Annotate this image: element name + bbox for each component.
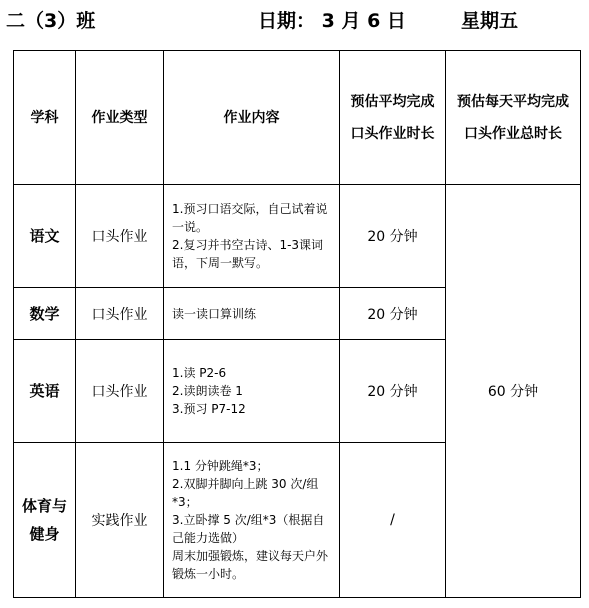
date-label: 日期： 3 月 6 日 (258, 10, 406, 32)
col-header-content: 作业内容 (164, 51, 340, 185)
type-cell: 口头作业 (76, 288, 164, 340)
weekday-label: 星期五 (461, 10, 519, 32)
col-header-type: 作业类型 (76, 51, 164, 185)
table-header-row (14, 51, 581, 185)
col-header-total-time: 预估每天平均完成口头作业总时长 (446, 51, 581, 185)
type-cell: 实践作业 (76, 443, 164, 598)
homework-table (13, 50, 581, 598)
table-row (14, 185, 581, 288)
total-time-cell: 60 分钟 (446, 185, 581, 598)
col-header-avg-time: 预估平均完成口头作业时长 (340, 51, 446, 185)
time-cell: 20 分钟 (340, 288, 446, 340)
content-cell: 读一读口算训练 (164, 288, 340, 340)
time-cell: 20 分钟 (340, 185, 446, 288)
type-cell: 口头作业 (76, 185, 164, 288)
class-label: 二（3）班 (6, 10, 96, 32)
subject-cell: 数学 (14, 288, 76, 340)
col-header-subject: 学科 (14, 51, 76, 185)
time-cell: 20 分钟 (340, 340, 446, 443)
subject-cell: 语文 (14, 185, 76, 288)
content-cell: 1.读 P2-6 2.读朗读卷 1 3.预习 P7-12 (164, 340, 340, 443)
type-cell: 口头作业 (76, 340, 164, 443)
subject-cell: 体育与健身 (14, 443, 76, 598)
content-cell: 1.1 分钟跳绳*3； 2.双脚并脚向上跳 30 次/组*3； 3.立卧撑 5 次/组*3（根据自己能力选做） 周末加强锻炼，建议每天户外锻炼一小时。 (164, 443, 340, 598)
subject-cell: 英语 (14, 340, 76, 443)
time-cell: / (340, 443, 446, 598)
page-header (0, 6, 589, 36)
content-cell: 1.预习口语交际，自己试着说一说。 2.复习并书空古诗、1-3课词语，下周一默写。 (164, 185, 340, 288)
